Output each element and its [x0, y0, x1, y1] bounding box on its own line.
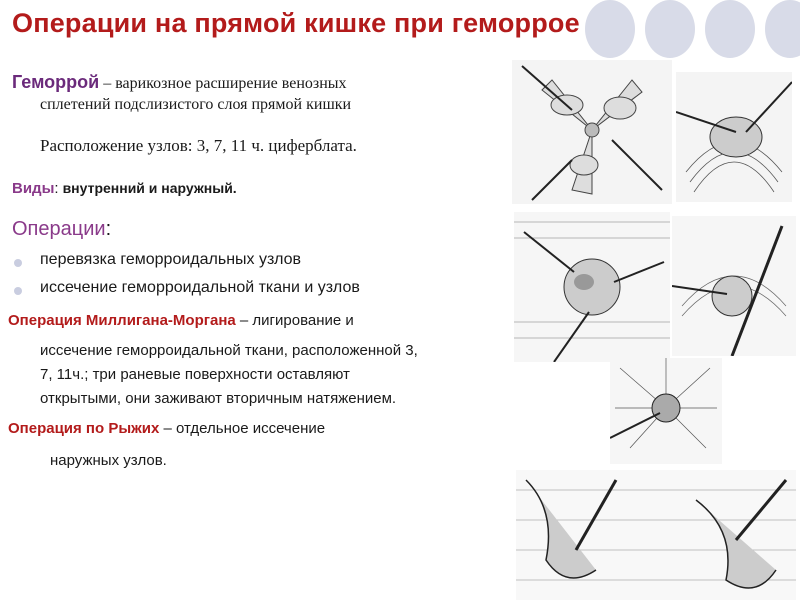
- surgical-illustration: [514, 212, 670, 362]
- surgical-illustration: [512, 60, 672, 204]
- milligan-line-1: [8, 312, 354, 330]
- bullet-icon: [14, 287, 22, 295]
- operations-heading: Операции: [12, 218, 106, 240]
- milligan-text-3: 7, 11ч.; три раневые поверхности оставляют: [40, 366, 350, 383]
- definition-line-1: [12, 72, 347, 93]
- operation-item: иссечение геморроидальной ткани и узлов: [40, 279, 360, 296]
- surgical-illustration: [672, 216, 796, 356]
- bullet-icon: [14, 259, 22, 267]
- surgical-illustration: [610, 358, 722, 464]
- ryzhikh-name: Операция по Рыжих: [8, 420, 160, 437]
- ryzhikh-line-1: [8, 420, 325, 438]
- types-label: Виды: [12, 180, 55, 197]
- types-colon: :: [54, 180, 59, 197]
- milligan-text-1: – лигирование и: [235, 312, 354, 329]
- milligan-name: Операция Миллигана-Моргана: [8, 312, 236, 329]
- operations-colon: :: [105, 218, 112, 240]
- types-text: внутренний и наружный.: [62, 180, 237, 196]
- milligan-text-4: открытыми, они заживают вторичным натяжением.: [40, 390, 397, 407]
- milligan-text-2: иссечение геморроидальной ткани, расположенной 3,: [40, 342, 418, 359]
- decor-circle: [765, 0, 800, 58]
- definition-text-1: – варикозное расширение венозных: [99, 75, 347, 92]
- surgical-illustration: [676, 72, 792, 202]
- slide-title: Операции на прямой кишке при геморрое: [12, 8, 580, 38]
- operations-heading-line: [12, 218, 111, 241]
- ryzhikh-text-2: наружных узлов.: [50, 452, 167, 469]
- surgical-illustration: [516, 470, 796, 600]
- operation-item: перевязка геморроидальных узлов: [40, 251, 302, 268]
- ryzhikh-text-1: – отдельное иссечение: [159, 420, 326, 437]
- definition-line-2: сплетений подслизистого слоя прямой кишки: [40, 96, 352, 113]
- location-text: Расположение узлов: 3, 7, 11 ч. циферблата.: [40, 136, 357, 155]
- decor-circle: [705, 0, 755, 58]
- types-line: [12, 180, 237, 198]
- definition-term: Геморрой: [12, 72, 100, 92]
